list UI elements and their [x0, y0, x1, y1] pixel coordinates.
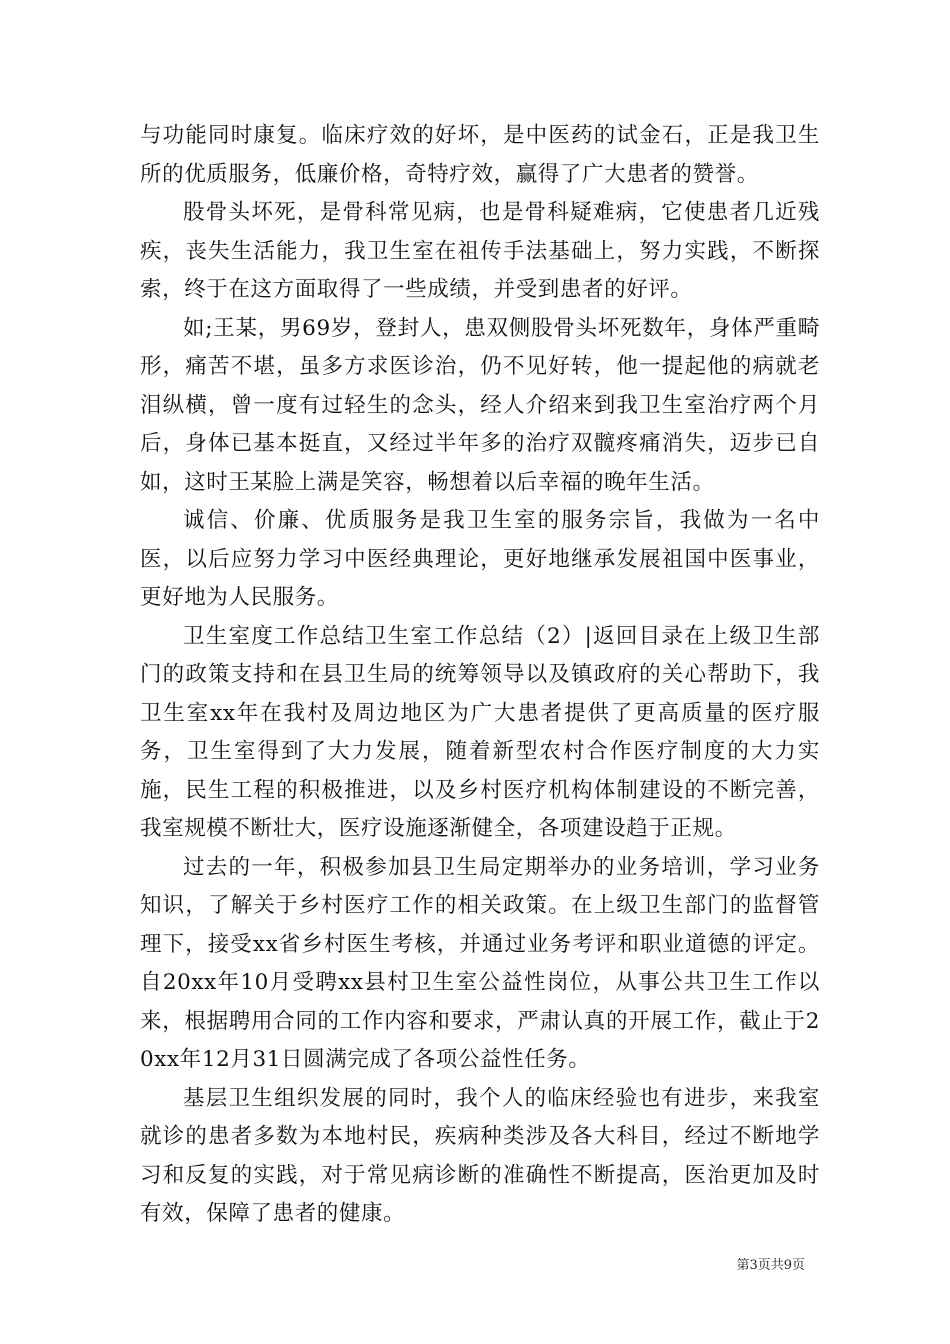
paragraph-3: 如;王某，男69岁，登封人，患双侧股骨头坏死数年，身体严重畸形，痛苦不堪，虽多方求医诊治，仍不见好转，他一提起他的病就老泪纵横，曾一度有过轻生的念头，经人介绍来到我卫生室治疗两个月后，身体已基本挺直，又经过半年多的治疗双髋疼痛消失，迈步已自如，这时王某脸上满是笑容，畅想着以后幸福的晚年生活。 [140, 315, 820, 495]
paragraph-2: 股骨头坏死，是骨科常见病，也是骨科疑难病，它使患者几近残疾，丧失生活能力，我卫生室在祖传手法基础上，努力实践，不断探索，终于在这方面取得了一些成绩，并受到患者的好评。 [140, 200, 820, 302]
paragraph-1: 与功能同时康复。临床疗效的好坏，是中医药的试金石，正是我卫生所的优质服务，低廉价格，奇特疗效，赢得了广大患者的赞誉。 [140, 123, 820, 187]
paragraph-6: 过去的一年，积极参加县卫生局定期举办的业务培训，学习业务知识，了解关于乡村医疗工作的相关政策。在上级卫生部门的监督管理下，接受xx省乡村医生考核，并通过业务考评和职业道德的评定。自20xx年10月受聘xx县村卫生室公益性岗位，从事公共卫生工作以来，根据聘用合同的工作内容和要求，严肃认真的开展工作，截止于20xx年12月31日圆满完成了各项公益性任务。 [140, 854, 820, 1072]
page-number: 第3页共9页 [736, 1258, 805, 1273]
document-body [140, 117, 820, 1234]
paragraph-5: 卫生室度工作总结卫生室工作总结（2）|返回目录在上级卫生部门的政策支持和在县卫生局的统筹领导以及镇政府的关心帮助下，我卫生室xx年在我村及周边地区为广大患者提供了更高质量的医疗服务，卫生室得到了大力发展，随着新型农村合作医疗制度的大力实施，民生工程的积极推进，以及乡村医疗机构体制建设的不断完善，我室规模不断壮大，医疗设施逐渐健全，各项建设趋于正规。 [140, 623, 820, 841]
paragraph-4: 诚信、价廉、优质服务是我卫生室的服务宗旨，我做为一名中医，以后应努力学习中医经典理论，更好地继承发展祖国中医事业，更好地为人民服务。 [140, 508, 820, 610]
paragraph-7: 基层卫生组织发展的同时，我个人的临床经验也有进步，来我室就诊的患者多数为本地村民，疾病种类涉及各大科目，经过不断地学习和反复的实践，对于常见病诊断的准确性不断提高，医治更加及时有效，保障了患者的健康。 [140, 1085, 820, 1226]
